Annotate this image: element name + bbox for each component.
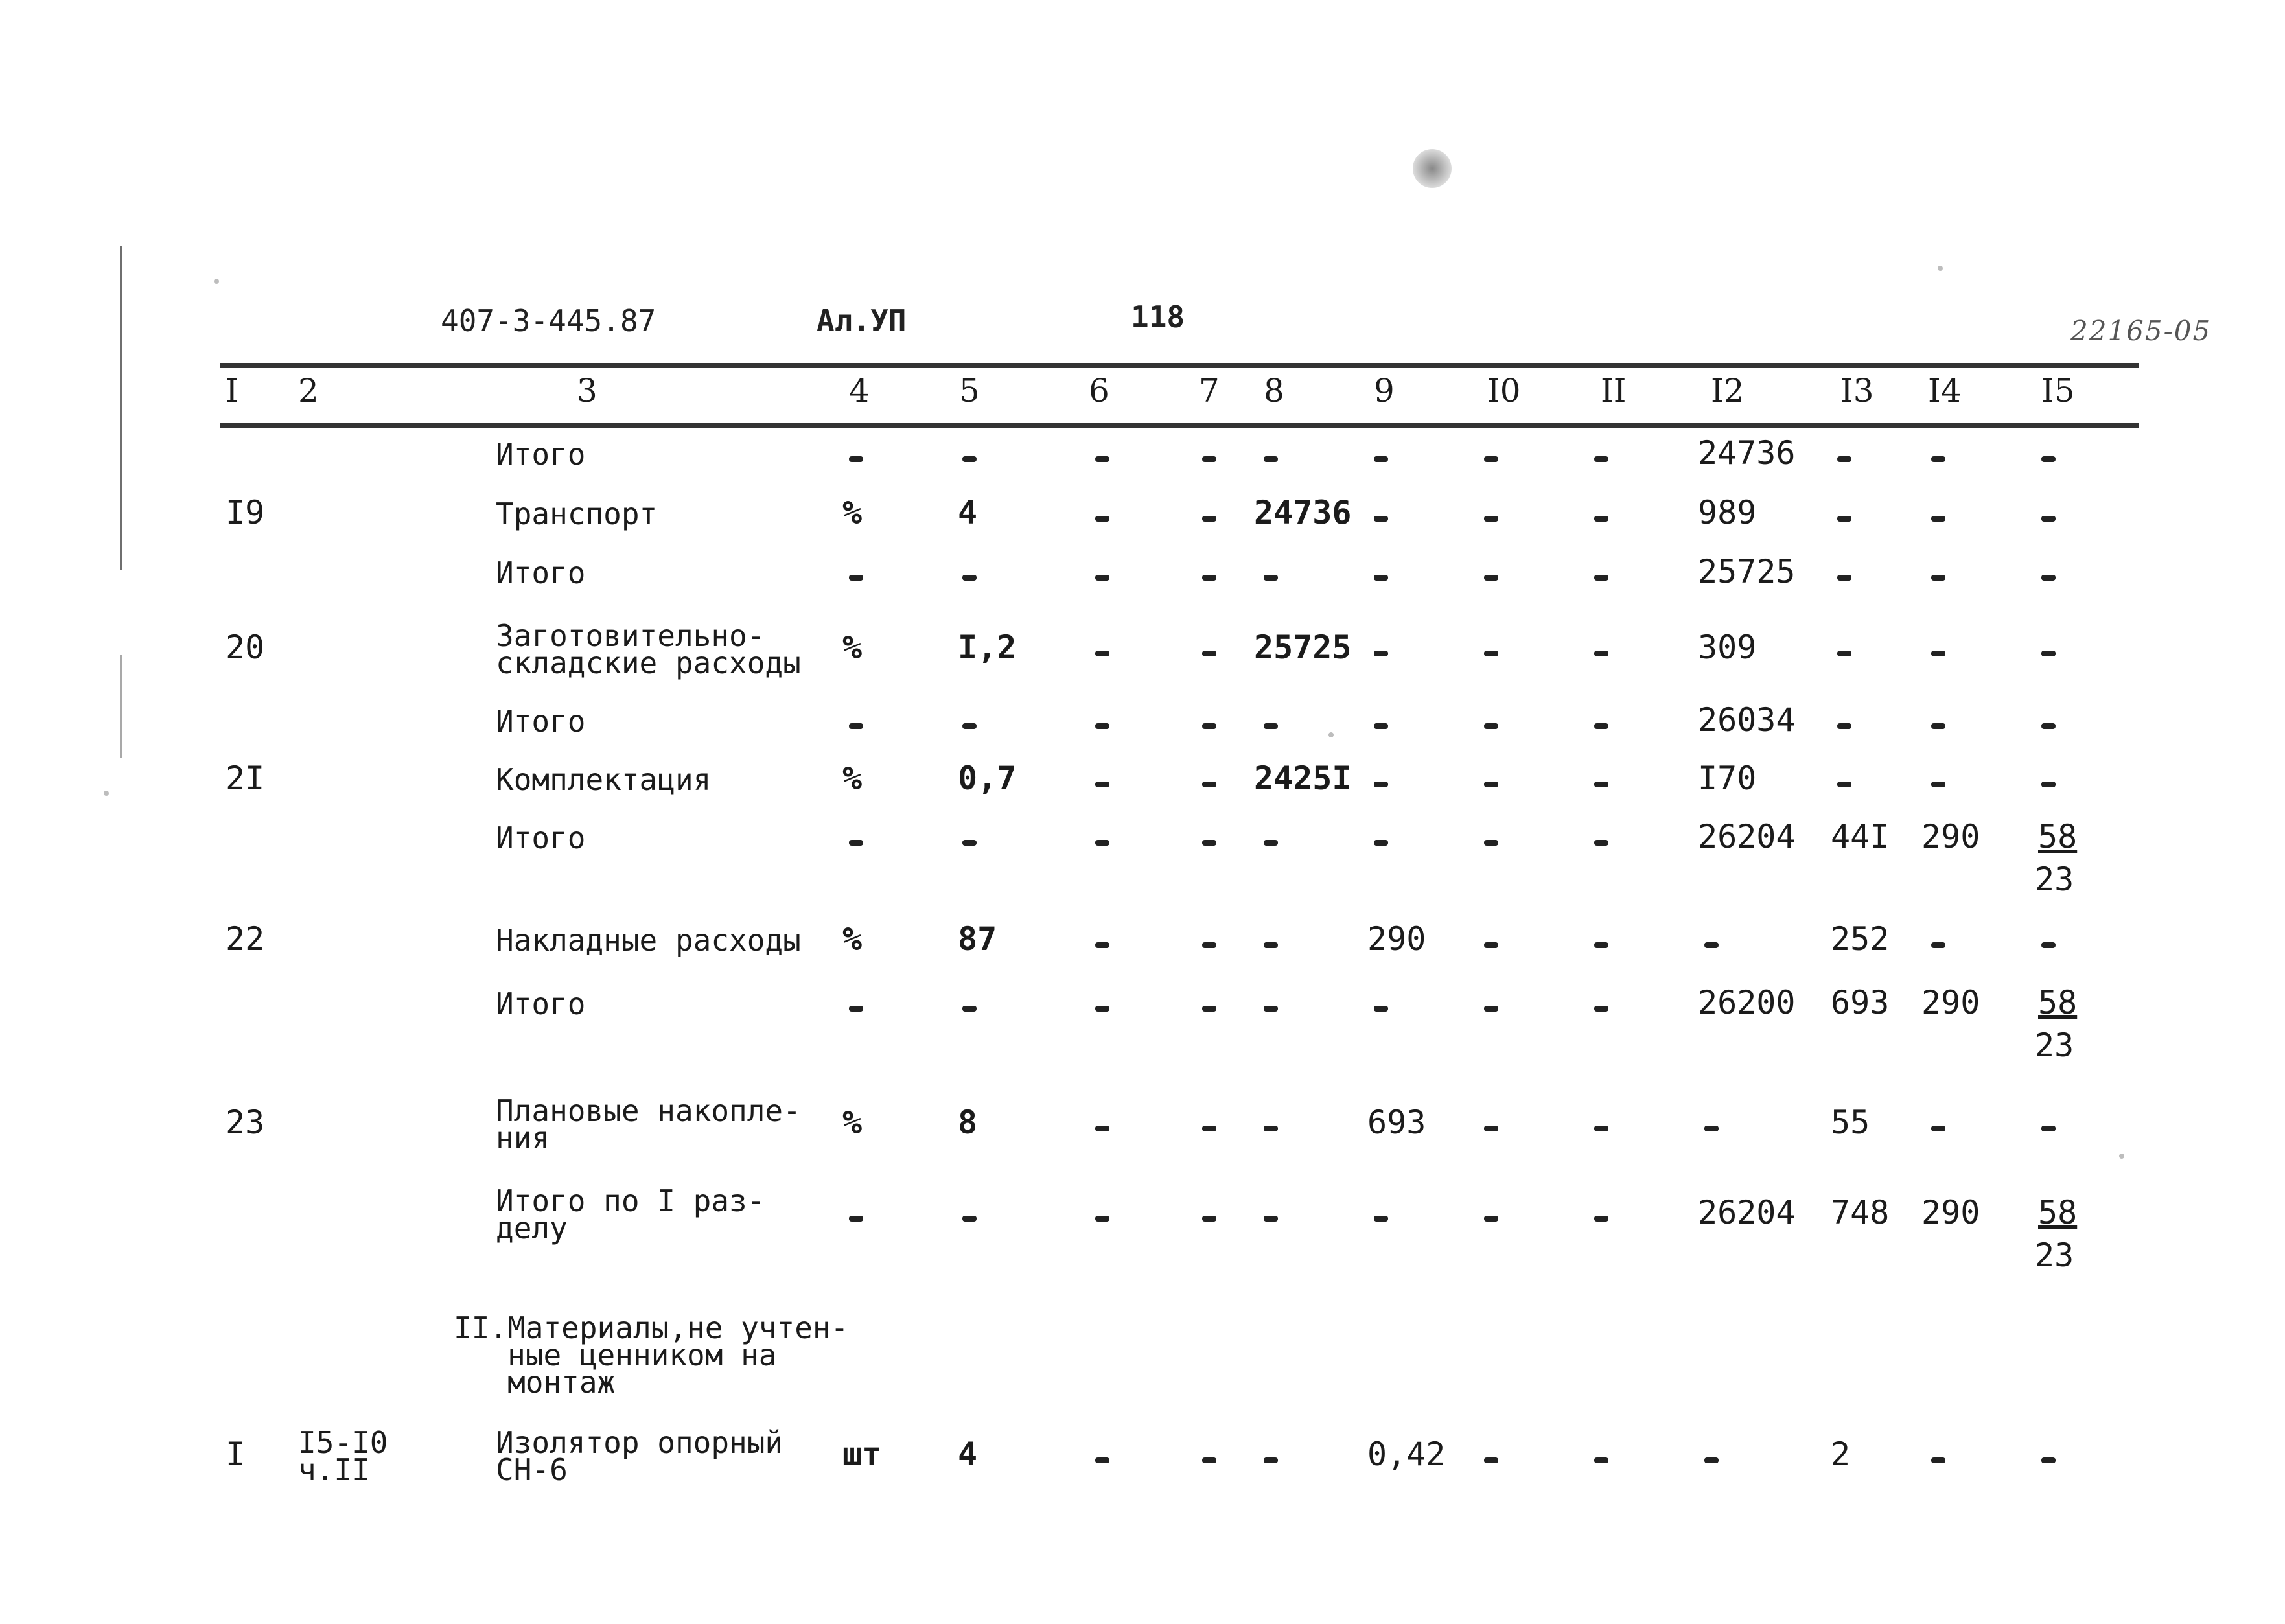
column-number: 2 [298, 372, 319, 410]
total-amount: 24736 [1698, 434, 1796, 472]
empty-cell-dash [1202, 516, 1216, 522]
empty-cell-dash [1374, 782, 1388, 787]
row-number: 20 [226, 629, 265, 666]
empty-cell-dash [1095, 840, 1109, 846]
empty-cell-dash [1594, 516, 1608, 522]
empty-cell-dash [1594, 840, 1608, 846]
item-name: Итого [496, 555, 586, 590]
empty-cell-dash [1202, 1126, 1216, 1131]
column-number: I0 [1487, 372, 1521, 410]
section-heading: II.Материалы,не учтен- ные ценником на монтаж [454, 1310, 849, 1400]
empty-cell-dash [1484, 456, 1498, 462]
total-amount: 25725 [1698, 553, 1796, 590]
column-number: 5 [959, 372, 980, 410]
empty-cell-dash [1931, 942, 1945, 948]
rate-value: 8 [958, 1104, 978, 1141]
empty-cell-dash [1264, 1457, 1278, 1463]
col14-value: 290 [1921, 984, 1980, 1021]
col13-value: 2 [1831, 1435, 1851, 1473]
empty-cell-dash [1931, 723, 1945, 729]
col15-denominator: 23 [2035, 1027, 2074, 1064]
empty-cell-dash [1095, 782, 1109, 787]
col14-value: 290 [1921, 1194, 1980, 1231]
total-amount: 26200 [1698, 984, 1796, 1021]
row-number: 22 [226, 920, 265, 958]
scan-speck [104, 791, 109, 796]
empty-cell-dash [1704, 942, 1719, 948]
scan-speck [214, 279, 219, 284]
row-number: I [226, 1435, 246, 1473]
column-number: 3 [577, 372, 597, 410]
empty-cell-dash [1095, 651, 1109, 656]
col9-value: 290 [1367, 920, 1426, 958]
total-amount: 26204 [1698, 818, 1796, 855]
col15-denominator: 23 [2035, 1236, 2074, 1274]
base-amount: 2425I [1254, 760, 1352, 797]
empty-cell-dash [1931, 1457, 1945, 1463]
scan-speck [1328, 732, 1334, 737]
empty-cell-dash [1704, 1126, 1719, 1131]
row-number: I9 [226, 494, 265, 531]
empty-cell-dash [2041, 782, 2056, 787]
empty-cell-dash [1202, 575, 1216, 581]
rate-value: 4 [958, 494, 978, 531]
table-top-rule [220, 363, 2139, 368]
empty-cell-dash [849, 840, 863, 846]
column-number: 8 [1264, 372, 1284, 410]
empty-cell-dash [1594, 942, 1608, 948]
empty-cell-dash [1594, 1216, 1608, 1222]
col13-value: 693 [1831, 984, 1890, 1021]
col9-value: 0,42 [1367, 1435, 1446, 1473]
empty-cell-dash [962, 575, 977, 581]
column-number: 6 [1089, 372, 1109, 410]
base-amount: 24736 [1254, 494, 1352, 531]
empty-cell-dash [1594, 575, 1608, 581]
empty-cell-dash [1374, 516, 1388, 522]
column-number: 4 [849, 372, 870, 410]
column-number: I5 [2041, 372, 2075, 410]
empty-cell-dash [1202, 1006, 1216, 1012]
empty-cell-dash [1837, 516, 1851, 522]
unit: % [842, 629, 863, 666]
binding-mark [120, 246, 122, 570]
empty-cell-dash [1095, 516, 1109, 522]
col13-value: 44I [1831, 818, 1890, 855]
empty-cell-dash [962, 723, 977, 729]
empty-cell-dash [1202, 456, 1216, 462]
unit: % [842, 1104, 863, 1141]
empty-cell-dash [849, 723, 863, 729]
binding-mark [120, 655, 122, 758]
scan-speck [1413, 149, 1452, 188]
empty-cell-dash [1837, 723, 1851, 729]
unit: шт [842, 1435, 882, 1473]
total-amount: I70 [1698, 760, 1757, 797]
column-number: I4 [1928, 372, 1962, 410]
empty-cell-dash [962, 1006, 977, 1012]
empty-cell-dash [1931, 516, 1945, 522]
column-number: 9 [1374, 372, 1395, 410]
empty-cell-dash [1484, 1006, 1498, 1012]
empty-cell-dash [1264, 575, 1278, 581]
item-name: Комплектация [496, 762, 712, 797]
empty-cell-dash [1931, 782, 1945, 787]
rate-value: I,2 [958, 629, 1017, 666]
empty-cell-dash [1594, 1006, 1608, 1012]
empty-cell-dash [1202, 723, 1216, 729]
empty-cell-dash [1594, 1457, 1608, 1463]
unit: % [842, 920, 863, 958]
column-number: 7 [1199, 372, 1220, 410]
empty-cell-dash [1202, 782, 1216, 787]
base-amount: 25725 [1254, 629, 1352, 666]
empty-cell-dash [2041, 723, 2056, 729]
empty-cell-dash [1374, 1216, 1388, 1222]
item-name: Итого [496, 704, 586, 739]
empty-cell-dash [1484, 1457, 1498, 1463]
scan-speck [1938, 266, 1943, 271]
col15-numerator: 58 [2038, 818, 2078, 855]
empty-cell-dash [1264, 840, 1278, 846]
empty-cell-dash [1095, 1006, 1109, 1012]
empty-cell-dash [962, 840, 977, 846]
empty-cell-dash [1264, 1216, 1278, 1222]
empty-cell-dash [1837, 575, 1851, 581]
total-amount: 26034 [1698, 701, 1796, 739]
total-amount: 989 [1698, 494, 1757, 531]
empty-cell-dash [1202, 1216, 1216, 1222]
empty-cell-dash [1931, 575, 1945, 581]
empty-cell-dash [2041, 1126, 2056, 1131]
item-name: Итого по I раз- делу [496, 1183, 765, 1246]
item-name: Итого [496, 820, 586, 855]
total-amount: 309 [1698, 629, 1757, 666]
empty-cell-dash [1202, 942, 1216, 948]
rate-value: 87 [958, 920, 997, 958]
empty-cell-dash [1837, 651, 1851, 656]
item-name: Изолятор опорный СН-6 [496, 1425, 783, 1487]
empty-cell-dash [1264, 1126, 1278, 1131]
item-name: Заготовительно- складские расходы [496, 618, 801, 680]
unit: % [842, 494, 863, 531]
empty-cell-dash [1837, 456, 1851, 462]
empty-cell-dash [1264, 723, 1278, 729]
col9-value: 693 [1367, 1104, 1426, 1141]
empty-cell-dash [2041, 942, 2056, 948]
unit: % [842, 760, 863, 797]
item-name: Плановые накопле- ния [496, 1093, 801, 1155]
empty-cell-dash [1374, 723, 1388, 729]
empty-cell-dash [1095, 723, 1109, 729]
empty-cell-dash [1931, 1126, 1945, 1131]
col13-value: 252 [1831, 920, 1890, 958]
col13-value: 748 [1831, 1194, 1890, 1231]
empty-cell-dash [1931, 651, 1945, 656]
empty-cell-dash [1484, 1216, 1498, 1222]
empty-cell-dash [2041, 575, 2056, 581]
empty-cell-dash [2041, 1457, 2056, 1463]
empty-cell-dash [1594, 782, 1608, 787]
empty-cell-dash [1095, 1457, 1109, 1463]
empty-cell-dash [1837, 782, 1851, 787]
col15-numerator: 58 [2038, 984, 2078, 1021]
item-name: Итого [496, 437, 586, 472]
empty-cell-dash [1594, 723, 1608, 729]
rate-value: 0,7 [958, 760, 1017, 797]
empty-cell-dash [1095, 942, 1109, 948]
empty-cell-dash [2041, 516, 2056, 522]
archive-stamp: 22165-05 [2070, 315, 2212, 347]
document-code: 407-3-445.87 [441, 303, 656, 338]
total-amount: 26204 [1698, 1194, 1796, 1231]
empty-cell-dash [1594, 456, 1608, 462]
empty-cell-dash [849, 1216, 863, 1222]
empty-cell-dash [1484, 840, 1498, 846]
empty-cell-dash [1374, 840, 1388, 846]
empty-cell-dash [1202, 651, 1216, 656]
album-label: Ал.УП [817, 303, 907, 338]
empty-cell-dash [1095, 575, 1109, 581]
empty-cell-dash [849, 575, 863, 581]
empty-cell-dash [1484, 516, 1498, 522]
item-name: Транспорт [496, 496, 658, 531]
empty-cell-dash [1594, 1126, 1608, 1131]
empty-cell-dash [1374, 651, 1388, 656]
row-number: 2I [226, 760, 265, 797]
empty-cell-dash [1264, 942, 1278, 948]
empty-cell-dash [1931, 456, 1945, 462]
row-number: 23 [226, 1104, 265, 1141]
col13-value: 55 [1831, 1104, 1870, 1141]
header-bottom-rule [220, 423, 2139, 428]
empty-cell-dash [1594, 651, 1608, 656]
empty-cell-dash [849, 1006, 863, 1012]
empty-cell-dash [1374, 1006, 1388, 1012]
empty-cell-dash [1264, 1006, 1278, 1012]
empty-cell-dash [1484, 723, 1498, 729]
rate-value: 4 [958, 1435, 978, 1473]
empty-cell-dash [2041, 456, 2056, 462]
col15-numerator: 58 [2038, 1194, 2078, 1231]
column-number: I [226, 372, 238, 410]
col15-denominator: 23 [2035, 861, 2074, 898]
empty-cell-dash [962, 456, 977, 462]
empty-cell-dash [1095, 456, 1109, 462]
item-name: Накладные расходы [496, 923, 801, 958]
column-number: I3 [1840, 372, 1874, 410]
empty-cell-dash [1484, 782, 1498, 787]
empty-cell-dash [1484, 575, 1498, 581]
empty-cell-dash [1484, 1126, 1498, 1131]
empty-cell-dash [1095, 1126, 1109, 1131]
empty-cell-dash [1202, 1457, 1216, 1463]
scan-speck [2119, 1154, 2124, 1159]
page-number: 118 [1131, 299, 1185, 334]
empty-cell-dash [1095, 1216, 1109, 1222]
empty-cell-dash [1484, 942, 1498, 948]
empty-cell-dash [1264, 456, 1278, 462]
empty-cell-dash [1484, 651, 1498, 656]
empty-cell-dash [1704, 1457, 1719, 1463]
col14-value: 290 [1921, 818, 1980, 855]
empty-cell-dash [849, 456, 863, 462]
item-name: Итого [496, 986, 586, 1021]
price-code: I5-I0 ч.II [298, 1425, 388, 1487]
empty-cell-dash [1202, 840, 1216, 846]
empty-cell-dash [1374, 575, 1388, 581]
empty-cell-dash [962, 1216, 977, 1222]
column-number: I2 [1711, 372, 1745, 410]
empty-cell-dash [2041, 651, 2056, 656]
column-number: II [1601, 372, 1627, 410]
empty-cell-dash [1374, 456, 1388, 462]
